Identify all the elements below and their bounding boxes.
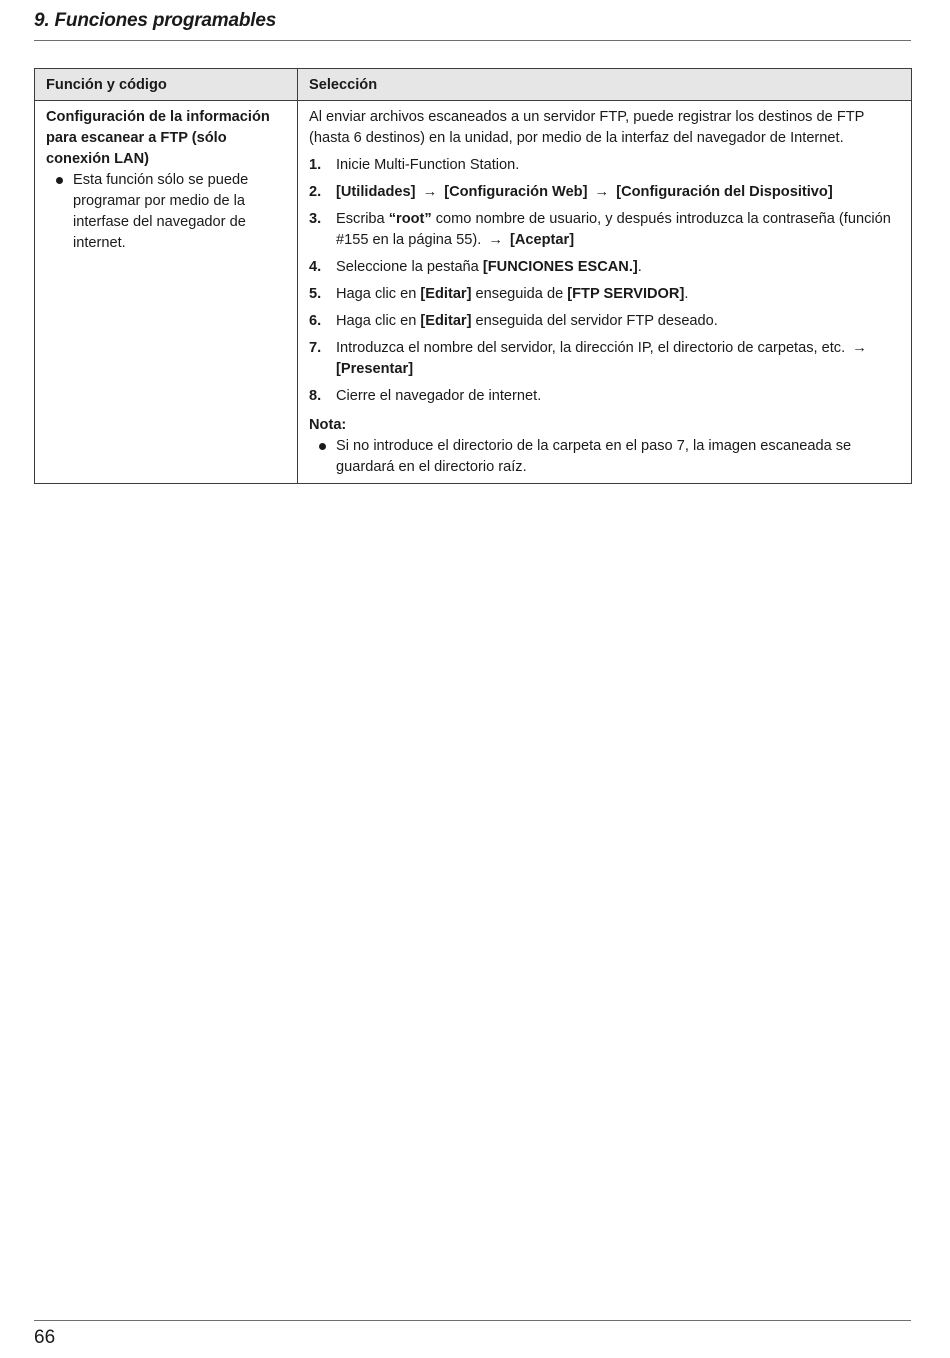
table-row (35, 101, 912, 484)
step-text: Haga clic en (336, 313, 421, 329)
step-number: 1. (309, 157, 322, 173)
menu-utilidades: [ Utilidades ] (336, 184, 416, 200)
button-aceptar: [ Aceptar ] (510, 232, 574, 248)
step-number: 7. (309, 340, 322, 356)
feature-bullets (46, 170, 286, 254)
step-text: Inicie Multi-Function Station. (336, 157, 520, 173)
step-text: enseguida del servidor FTP deseado. (471, 313, 718, 329)
selection-cell (298, 101, 912, 484)
menu-configuracion-web: [ Configuración Web ] (444, 184, 587, 200)
arrow-right-icon: → (488, 232, 503, 248)
step-1 (309, 155, 900, 176)
step-number: 5. (309, 286, 322, 302)
button-presentar: [ Presentar ] (336, 361, 413, 377)
step-5 (309, 284, 900, 305)
step-text: enseguida de (471, 286, 568, 302)
note-list (309, 436, 900, 478)
note-bullet: Si no introduce el directorio de la carpeta en el paso 7, la imagen escaneada se guardará en el directorio raíz. (309, 436, 900, 478)
step-number: 3. (309, 211, 322, 227)
label-ftp-servidor: [ FTP SERVIDOR ] (567, 286, 684, 302)
page-number: 66 (34, 1327, 56, 1348)
column-header-selection: Selección (298, 69, 912, 101)
step-number: 4. (309, 259, 322, 275)
arrow-right-icon: → (594, 184, 610, 200)
arrow-right-icon: → (422, 184, 438, 200)
column-header-function: Función y código (35, 69, 298, 101)
step-number: 6. (309, 313, 322, 329)
arrow-right-icon: → (852, 340, 867, 356)
step-number: 2. (309, 184, 322, 200)
page-title: 9. Funciones programables (34, 10, 277, 31)
button-editar: [ Editar ] (420, 313, 471, 329)
feature-title: Configuración de la información para escanear a FTP (sólo conexión LAN) (46, 109, 270, 167)
step-6 (309, 311, 900, 332)
function-cell (35, 101, 298, 484)
page-footer (34, 1320, 911, 1353)
username-root: “root” (388, 211, 432, 227)
functions-table (34, 68, 912, 484)
button-editar: [ Editar ] (420, 286, 471, 302)
step-text: . (684, 286, 689, 302)
step-text: Introduzca el nombre del servidor, la dirección IP, el directorio de carpetas, etc. (336, 340, 846, 356)
step-text: Seleccione la pestaña (336, 259, 483, 275)
steps-list (309, 155, 900, 407)
step-number: 8. (309, 388, 322, 404)
menu-configuracion-dispositivo: [ Configuración del Dispositivo ] (616, 184, 833, 200)
step-7 (309, 338, 900, 380)
step-8 (309, 386, 900, 407)
step-4 (309, 257, 900, 278)
step-text: Haga clic en (336, 286, 421, 302)
table-header-row (35, 69, 912, 101)
intro-text: Al enviar archivos escaneados a un servidor FTP, puede registrar los destinos de FTP (hasta 6 destinos) en la unidad, por medio de la interfaz del navegador de Internet. (309, 109, 865, 146)
step-2 (309, 182, 900, 203)
feature-bullet: Esta función sólo se puede programar por medio de la interfase del navegador de internet. (46, 170, 286, 254)
step-text: Escriba (336, 211, 389, 227)
tab-funciones-escan: [ FUNCIONES ESCAN. ] (483, 259, 638, 275)
step-text: . (637, 259, 642, 275)
step-text: como nombre de usuario, y después introduzca la contraseña (función #155 en la página 55). (336, 211, 891, 248)
step-text: Cierre el navegador de internet. (336, 388, 542, 404)
note-label: Nota: (309, 417, 347, 433)
step-3 (309, 209, 900, 251)
page-header (34, 8, 911, 41)
